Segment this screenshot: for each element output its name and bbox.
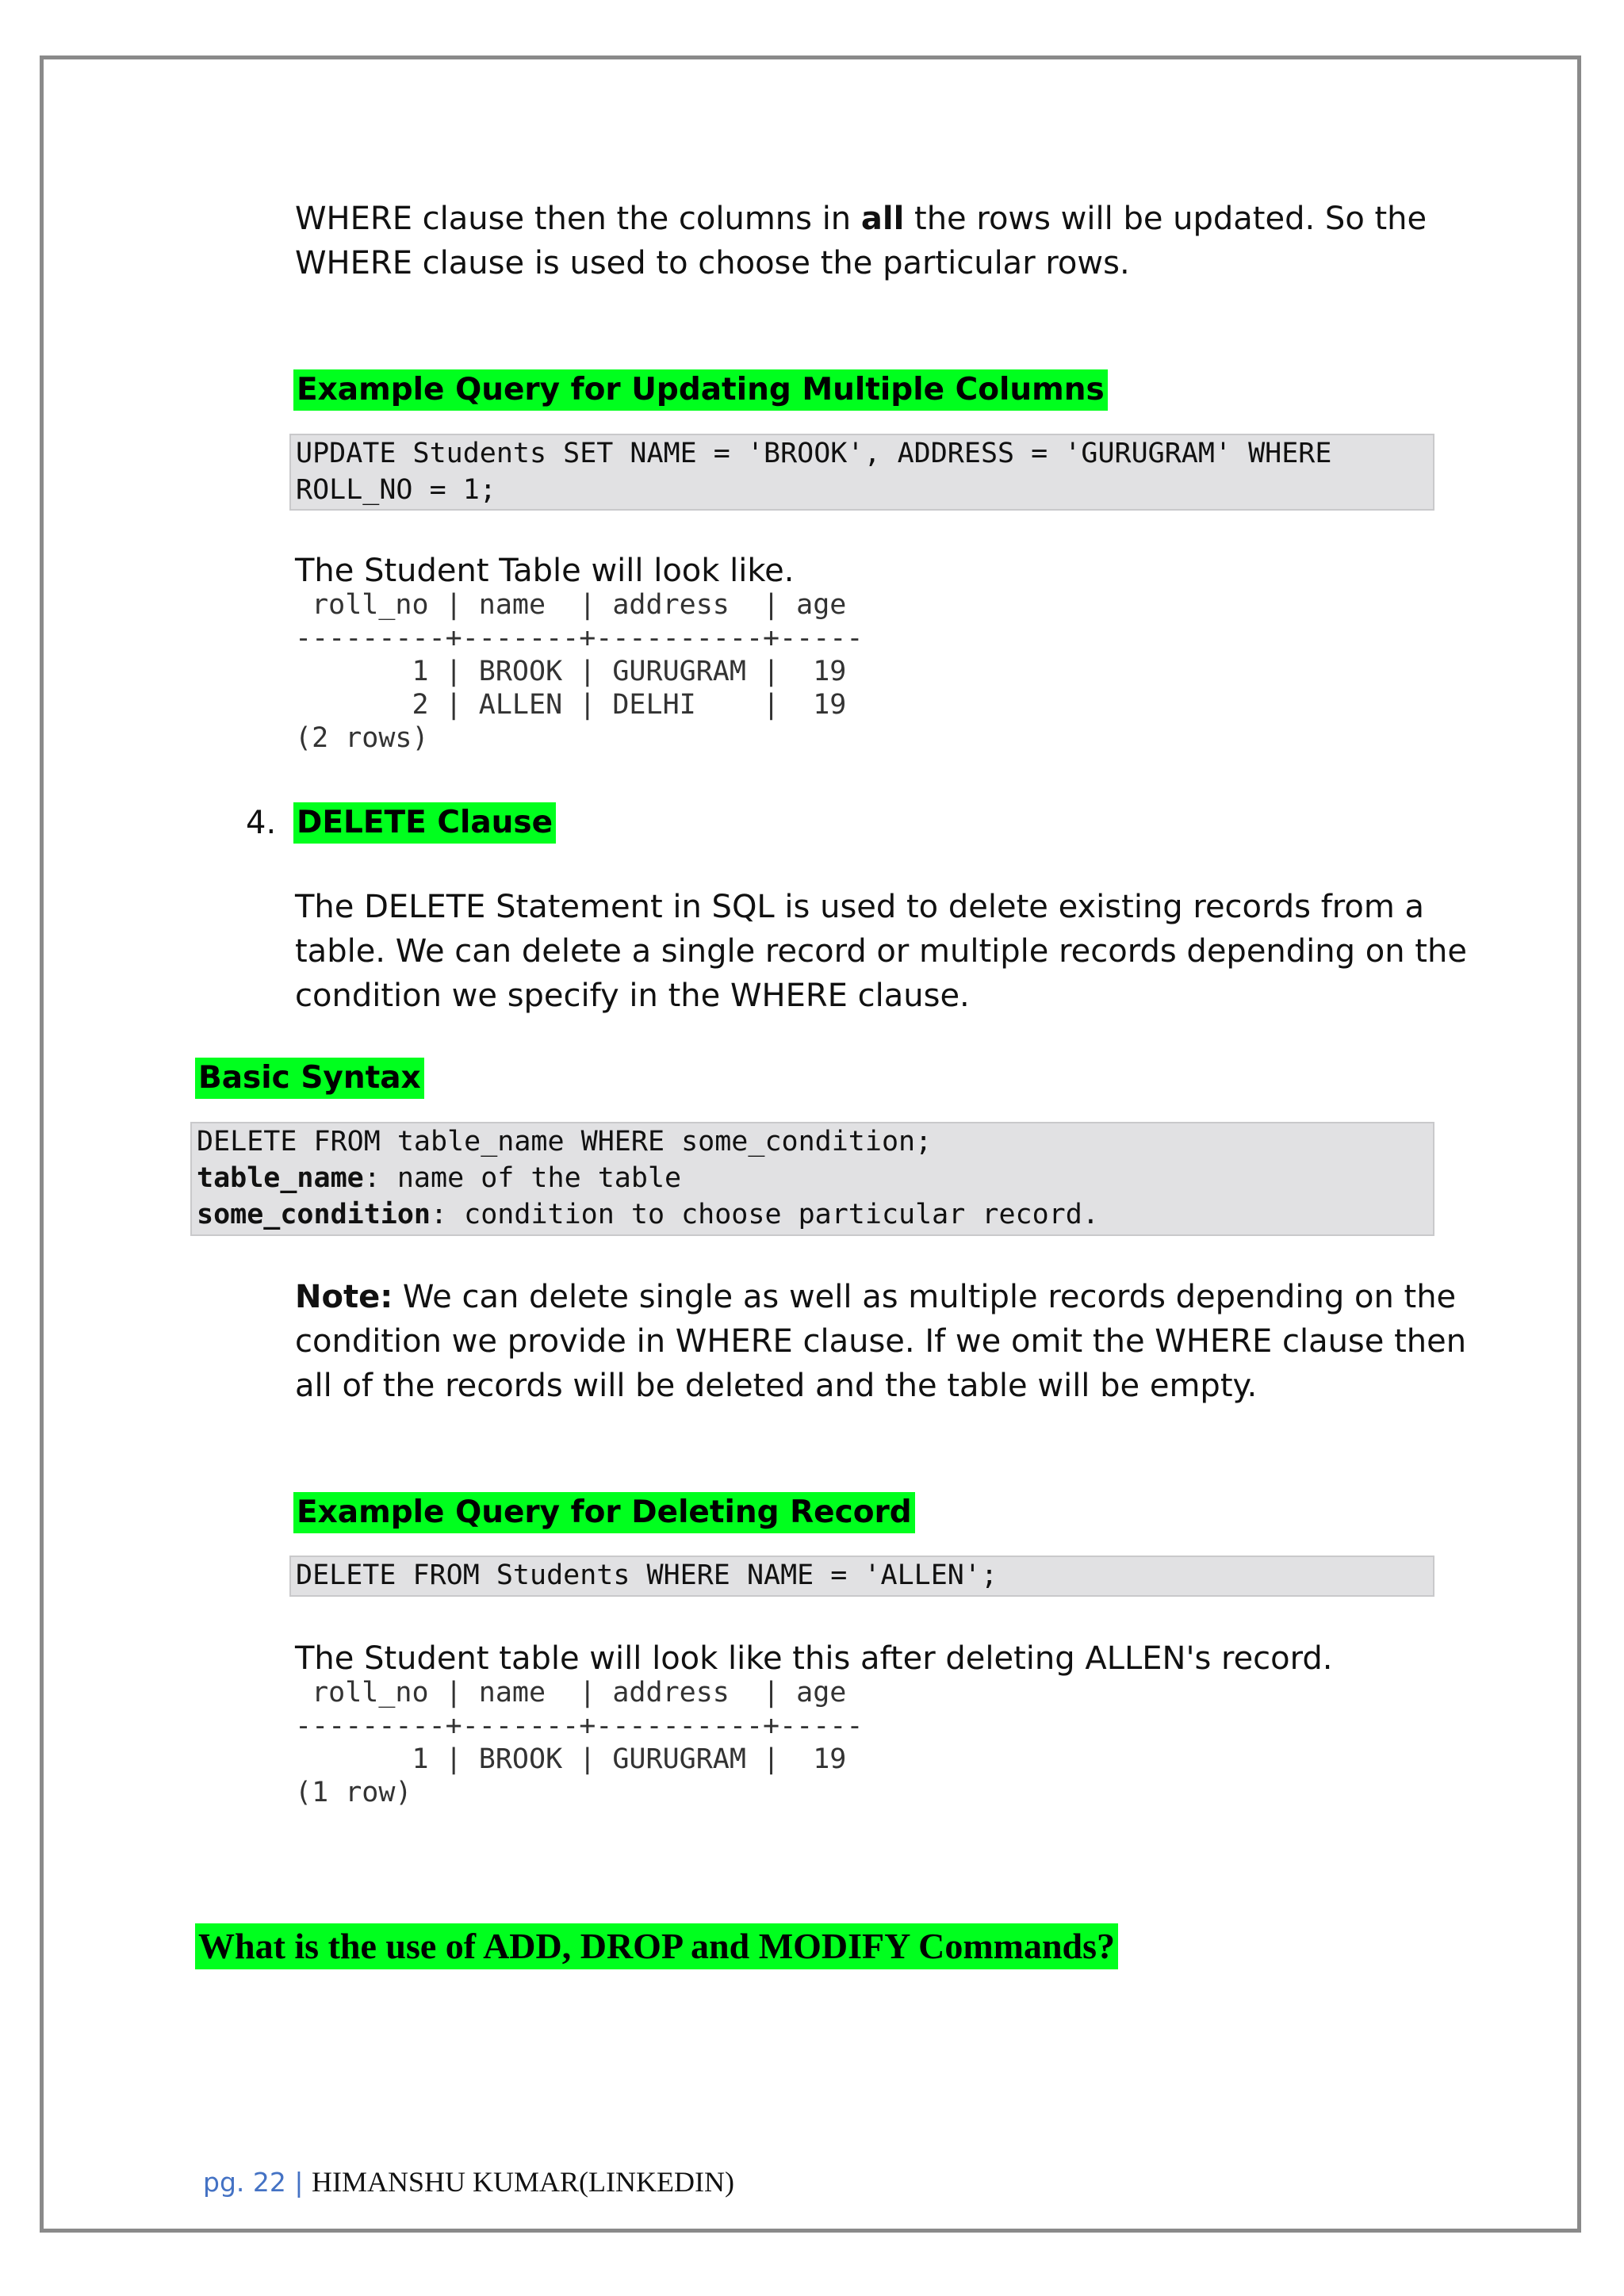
- note-label: Note:: [295, 1279, 393, 1315]
- update-code-line-2: ROLL_NO = 1;: [296, 474, 496, 506]
- intro-text-end: the rows will be updated. So the: [904, 201, 1427, 237]
- note-line-2: condition we provide in WHERE clause. If we omit the WHERE clause then: [295, 1323, 1467, 1360]
- syntax-table-name-desc: : name of the table: [363, 1162, 682, 1194]
- syntax-code-line-3: [197, 1196, 1428, 1233]
- basic-syntax-heading-wrap: [195, 1058, 424, 1099]
- delete-section-title-wrap: [293, 802, 556, 844]
- update-code-line-1: UPDATE Students SET NAME = 'BROOK', ADDRESS = 'GURUGRAM' WHERE: [296, 438, 1332, 469]
- syntax-table-name-term: table_name: [197, 1162, 364, 1194]
- update-code-block: [289, 434, 1434, 511]
- footer-author: HIMANSHU KUMAR(LINKEDIN): [311, 2166, 734, 2198]
- delete-desc-line-3: condition we specify in the WHERE clause.: [295, 978, 970, 1014]
- syntax-condition-desc: : condition to choose particular record.: [431, 1199, 1099, 1230]
- next-question-heading-wrap: [195, 1923, 1118, 1969]
- delete-section-title: DELETE Clause: [293, 802, 556, 844]
- note-paragraph: [295, 1275, 1564, 1408]
- basic-syntax-heading: Basic Syntax: [195, 1058, 424, 1099]
- syntax-code-line-2: [197, 1160, 1428, 1196]
- update-example-heading: Example Query for Updating Multiple Columns: [293, 369, 1108, 411]
- intro-bold-all: all: [860, 201, 905, 237]
- update-table-output: roll_no | name | address | age ---------+-------+----------+----- 1 | BROOK | GURUGRAM | 19 2 | ALLEN | DELHI | 19 (2 rows): [295, 589, 864, 754]
- delete-description: [295, 885, 1548, 1018]
- update-example-heading-wrap: [293, 369, 1108, 411]
- delete-code-line-1: DELETE FROM Students WHERE NAME = 'ALLEN';: [296, 1559, 998, 1591]
- delete-example-heading-wrap: [293, 1492, 915, 1533]
- update-table-caption: The Student Table will look like.: [295, 553, 795, 589]
- basic-syntax-code-block: [190, 1122, 1434, 1236]
- intro-text: WHERE clause then the columns in: [295, 201, 861, 237]
- page-footer: [203, 2164, 734, 2200]
- syntax-code-line-1: DELETE FROM table_name WHERE some_condition;: [197, 1126, 933, 1158]
- delete-table-output: roll_no | name | address | age ---------+-------+----------+----- 1 | BROOK | GURUGRAM | 19 (1 row): [295, 1677, 864, 1808]
- note-line-1: [295, 1275, 1564, 1319]
- note-line-3: all of the records will be deleted and the table will be empty.: [295, 1368, 1258, 1404]
- next-question-heading: What is the use of ADD, DROP and MODIFY Commands?: [195, 1923, 1118, 1969]
- delete-desc-line-1: The DELETE Statement in SQL is used to delete existing records from a: [295, 889, 1425, 925]
- note-text-1: We can delete single as well as multiple records depending on the: [393, 1279, 1457, 1315]
- delete-section-number: 4.: [246, 805, 277, 841]
- delete-desc-line-2: table. We can delete a single record or multiple records depending on the: [295, 933, 1467, 970]
- delete-table-caption: The Student table will look like this after deleting ALLEN's record.: [295, 1640, 1333, 1677]
- footer-separator: |: [285, 2167, 312, 2198]
- syntax-condition-term: some_condition: [197, 1199, 431, 1230]
- intro-paragraph: [295, 197, 1532, 285]
- footer-page-number: pg. 22: [203, 2167, 286, 2198]
- delete-code-block: [289, 1556, 1434, 1597]
- intro-line-2: WHERE clause is used to choose the particular rows.: [295, 245, 1130, 281]
- delete-example-heading: Example Query for Deleting Record: [293, 1492, 915, 1533]
- intro-line-1: [295, 197, 1532, 241]
